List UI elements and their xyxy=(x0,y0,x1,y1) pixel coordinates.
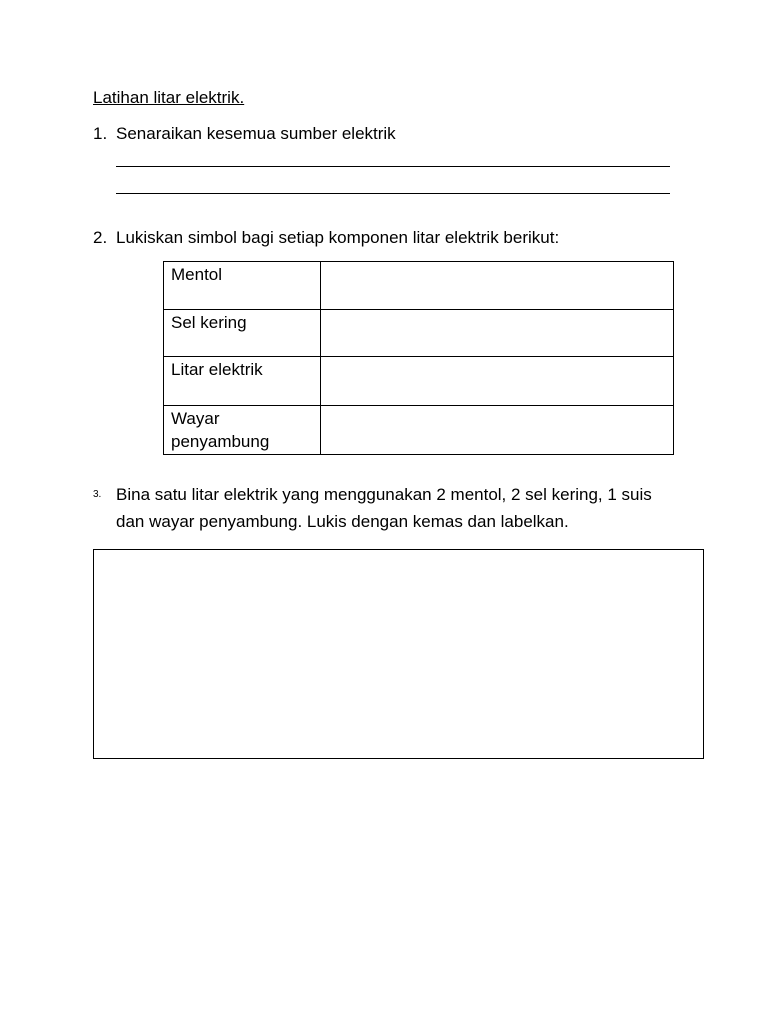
symbol-answer-cell[interactable] xyxy=(321,357,674,406)
question-1-text: Senaraikan kesemua sumber elektrik xyxy=(116,124,396,143)
component-label: Litar elektrik xyxy=(164,357,321,406)
question-2-text: Lukiskan simbol bagi setiap komponen litar elektrik berikut: xyxy=(116,228,560,247)
question-2-number: 2. xyxy=(93,228,108,247)
answer-line-1[interactable] xyxy=(116,166,670,167)
table-row xyxy=(164,262,674,310)
drawing-box[interactable] xyxy=(93,549,704,759)
symbol-table xyxy=(163,261,674,455)
table-row xyxy=(164,406,674,455)
table-row xyxy=(164,310,674,357)
symbol-answer-cell[interactable] xyxy=(321,406,674,455)
component-label: Sel kering xyxy=(164,310,321,357)
question-3-text: Bina satu litar elektrik yang menggunakan 2 mentol, 2 sel kering, 1 suis dan wayar penyambung. Lukis dengan kemas dan labelkan. xyxy=(116,485,652,531)
worksheet-title: Latihan litar elektrik. xyxy=(93,88,245,107)
question-1-number: 1. xyxy=(93,124,108,143)
component-label: Wayar penyambung xyxy=(164,406,321,455)
symbol-answer-cell[interactable] xyxy=(321,310,674,357)
table-row xyxy=(164,357,674,406)
component-label: Mentol xyxy=(164,262,321,310)
answer-line-2[interactable] xyxy=(116,193,670,194)
question-3-number: 3. xyxy=(93,489,102,500)
symbol-answer-cell[interactable] xyxy=(321,262,674,310)
